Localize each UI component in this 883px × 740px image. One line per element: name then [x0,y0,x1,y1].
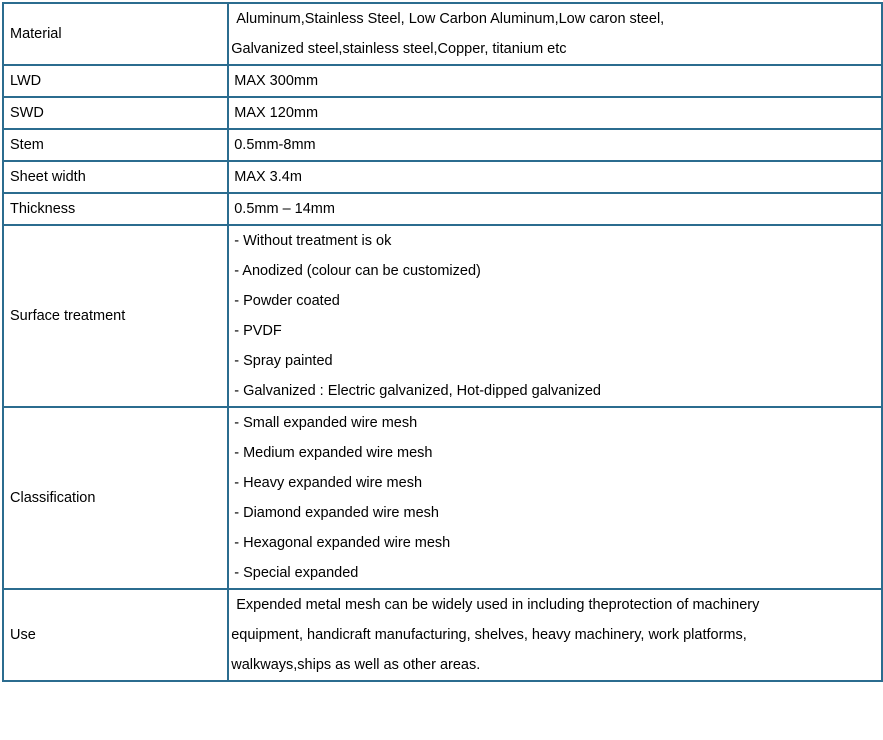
table-row-surface-treatment [3,225,882,407]
value-line: - Diamond expanded wire mesh [234,505,439,521]
value-line: - Without treatment is ok [234,233,392,249]
row-value [228,129,882,161]
row-label: Classification [3,407,228,589]
row-value [228,407,882,589]
value-line: MAX 3.4m [234,169,302,185]
spec-table [2,2,883,682]
row-label: Use [3,589,228,681]
table-row-lwd [3,65,882,97]
value-line: - Galvanized : Electric galvanized, Hot-dipped galvanized [234,383,601,399]
value-line: 0.5mm – 14mm [234,201,335,217]
row-value [228,225,882,407]
row-value [228,193,882,225]
value-line: - Special expanded [234,565,359,581]
value-line: MAX 120mm [234,105,319,121]
value-line: - PVDF [234,323,282,339]
value-line: MAX 300mm [234,73,319,89]
value-line: Aluminum,Stainless Steel, Low Carbon Aluminum,Low caron steel, [236,11,665,27]
row-label: Thickness [3,193,228,225]
row-value [228,589,882,681]
table-row-material [3,3,882,65]
row-value [228,65,882,97]
value-line: walkways,ships as well as other areas. [231,657,481,673]
row-value [228,161,882,193]
value-line: Expended metal mesh can be widely used in including theprotection of machinery [236,597,760,613]
row-value [228,97,882,129]
row-label: Material [3,3,228,65]
row-label: Sheet width [3,161,228,193]
table-row-stem [3,129,882,161]
row-value [228,3,882,65]
value-line: - Medium expanded wire mesh [234,445,433,461]
value-line: - Spray painted [234,353,333,369]
row-label: LWD [3,65,228,97]
table-row-use [3,589,882,681]
value-line: - Anodized (colour can be customized) [234,263,481,279]
table-row-classification [3,407,882,589]
value-line: - Small expanded wire mesh [234,415,418,431]
table-row-swd [3,97,882,129]
value-line: equipment, handicraft manufacturing, shelves, heavy machinery, work platforms, [231,627,747,643]
value-line: - Hexagonal expanded wire mesh [234,535,451,551]
value-line: - Heavy expanded wire mesh [234,475,423,491]
row-label: Stem [3,129,228,161]
table-row-thickness [3,193,882,225]
value-line: 0.5mm-8mm [234,137,316,153]
value-line: - Powder coated [234,293,340,309]
row-label: SWD [3,97,228,129]
value-line: Galvanized steel,stainless steel,Copper, titanium etc [231,41,567,57]
row-label: Surface treatment [3,225,228,407]
table-row-sheet-width [3,161,882,193]
